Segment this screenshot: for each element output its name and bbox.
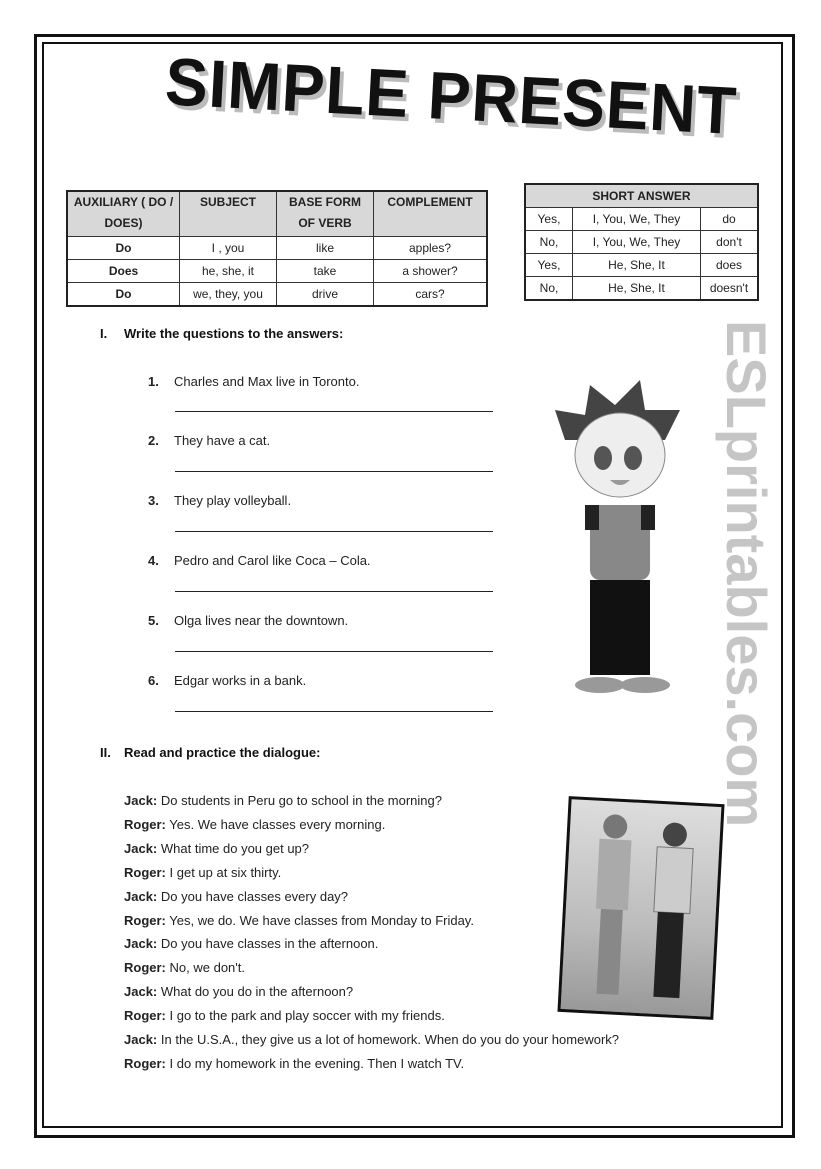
item-number: 3. (148, 493, 159, 508)
line-text: Do you have classes in the afternoon. (160, 936, 379, 952)
dialogue-line (124, 913, 474, 928)
line-text: I do my homework in the evening. Then I watch TV. (169, 1055, 465, 1071)
cell: doesn't (701, 277, 759, 301)
dialogue-line (124, 865, 281, 880)
line-text: I get up at six thirty. (169, 864, 282, 880)
line-text: Do you have classes every day? (160, 888, 349, 904)
line-text: What do you do in the afternoon? (160, 984, 354, 1000)
header-cell: BASE FORM OF VERB (277, 191, 374, 237)
cell: he, she, it (180, 260, 277, 283)
table-row (525, 277, 758, 301)
question-item (148, 673, 306, 688)
speaker: Roger: (124, 912, 166, 928)
item-text: Pedro and Carol like Coca – Cola. (174, 553, 371, 568)
dialogue-line (124, 841, 309, 856)
dialogue-line (124, 1056, 464, 1071)
dialogue-line (124, 1008, 445, 1023)
table-row (525, 231, 758, 254)
cell: cars? (374, 283, 488, 307)
header-cell: COMPLEMENT (374, 191, 488, 237)
speaker: Jack: (124, 840, 158, 856)
table-row (525, 208, 758, 231)
answer-line[interactable] (175, 411, 493, 412)
speaker: Jack: (124, 984, 158, 1000)
cell: He, She, It (573, 254, 701, 277)
dialogue-line (124, 1032, 619, 1047)
cell: don't (701, 231, 759, 254)
item-number: 2. (148, 433, 159, 448)
speaker: Jack: (124, 888, 158, 904)
section-title: Read and practice the dialogue: (124, 745, 321, 760)
speaker: Roger: (124, 816, 166, 832)
line-text: Yes, we do. We have classes from Monday to Friday. (169, 912, 474, 928)
cell: do (701, 208, 759, 231)
cell: He, She, It (573, 277, 701, 301)
cell: apples? (374, 237, 488, 260)
cell: Do (67, 283, 180, 307)
speaker: Jack: (124, 793, 158, 808)
line-text: Do students in Peru go to school in the morning? (160, 793, 442, 808)
watermark: ESLprintables.com (715, 320, 778, 828)
question-item (148, 613, 348, 628)
item-number: 6. (148, 673, 159, 688)
table-row (67, 237, 487, 260)
dialogue-line (124, 984, 353, 999)
students-photo (557, 796, 724, 1020)
speaker: Roger: (124, 1055, 166, 1071)
cartoon-boy-image (545, 380, 695, 700)
cell: I , you (180, 237, 277, 260)
item-number: 5. (148, 613, 159, 628)
cell: a shower? (374, 260, 488, 283)
header-cell: SHORT ANSWER (525, 184, 758, 208)
table-row (525, 254, 758, 277)
section-title: Write the questions to the answers: (124, 326, 344, 341)
cell: No, (525, 231, 573, 254)
section-2-heading (100, 745, 321, 760)
line-text: Yes. We have classes every morning. (169, 816, 386, 832)
cell: Yes, (525, 208, 573, 231)
grammar-table (66, 190, 488, 307)
two-students-figures (561, 799, 722, 1017)
question-item (148, 433, 270, 448)
cell: I, You, We, They (573, 231, 701, 254)
header-cell: AUXILIARY ( DO / DOES) (67, 191, 180, 237)
item-text: They play volleyball. (174, 493, 292, 508)
speaker: Jack: (124, 1032, 158, 1047)
short-answer-table (524, 183, 759, 301)
item-text: Olga lives near the downtown. (174, 613, 349, 628)
dialogue-line (124, 936, 378, 951)
dialogue-line (124, 960, 245, 975)
speaker: Jack: (124, 936, 158, 952)
question-item (148, 374, 359, 389)
table-row (67, 260, 487, 283)
cell: take (277, 260, 374, 283)
dialogue-line (124, 817, 385, 832)
question-item (148, 493, 291, 508)
cell: Does (67, 260, 180, 283)
dialogue-line (124, 793, 442, 808)
table-row (67, 283, 487, 307)
cell: I, You, We, They (573, 208, 701, 231)
cell: drive (277, 283, 374, 307)
answer-line[interactable] (175, 531, 493, 532)
line-text: In the U.S.A., they give us a lot of homework. When do you do your homework? (160, 1032, 619, 1047)
cell: like (277, 237, 374, 260)
item-number: 4. (148, 553, 159, 568)
item-text: They have a cat. (174, 433, 271, 448)
cell: Do (67, 237, 180, 260)
cell: No, (525, 277, 573, 301)
cell: Yes, (525, 254, 573, 277)
dialogue-line (124, 889, 348, 904)
answer-line[interactable] (175, 591, 493, 592)
cell: we, they, you (180, 283, 277, 307)
line-text: No, we don't. (169, 960, 245, 976)
answer-line[interactable] (175, 471, 493, 472)
speaker: Roger: (124, 1008, 166, 1024)
header-cell: SUBJECT (180, 191, 277, 237)
answer-line[interactable] (175, 651, 493, 652)
item-number: 1. (148, 374, 159, 389)
section-number: I. (100, 326, 108, 341)
line-text: I go to the park and play soccer with my friends. (169, 1008, 445, 1024)
line-text: What time do you get up? (160, 840, 310, 856)
speaker: Roger: (124, 960, 166, 976)
page-title: SIMPLE PRESENT (163, 43, 739, 149)
answer-line[interactable] (175, 711, 493, 712)
cell: does (701, 254, 759, 277)
section-number: II. (100, 745, 111, 760)
speaker: Roger: (124, 864, 166, 880)
section-1-heading (100, 326, 343, 341)
item-text: Edgar works in a bank. (174, 673, 307, 688)
question-item (148, 553, 371, 568)
item-text: Charles and Max live in Toronto. (174, 374, 360, 389)
